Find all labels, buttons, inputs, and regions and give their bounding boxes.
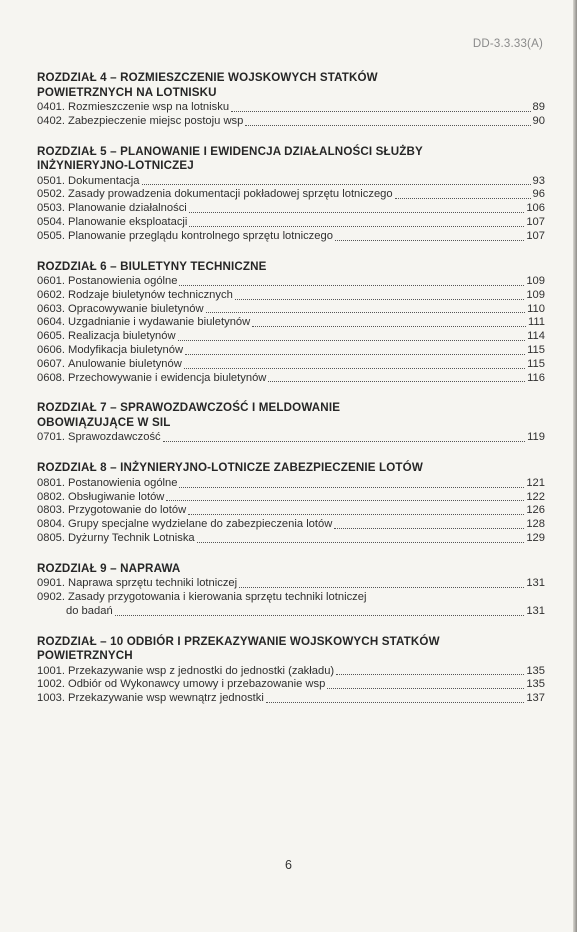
toc-entry-0801[interactable] bbox=[37, 477, 545, 491]
dot-leader bbox=[268, 380, 525, 382]
toc-entry-0902[interactable] bbox=[37, 591, 545, 619]
entry-label: Opracowywanie biuletynów bbox=[68, 302, 204, 315]
entry-number: 0601. bbox=[37, 275, 65, 288]
entry-number: 0804. bbox=[37, 518, 65, 531]
entry-page: 111 bbox=[527, 316, 545, 329]
toc-entry-0805[interactable] bbox=[37, 532, 545, 546]
entry-page: 131 bbox=[526, 577, 545, 590]
entry-number: 0605. bbox=[37, 330, 65, 343]
entry-label: Planowanie eksploatacji bbox=[68, 215, 188, 228]
entry-page: 116 bbox=[527, 371, 545, 384]
entry-page: 107 bbox=[526, 229, 545, 242]
entry-page: 128 bbox=[526, 518, 545, 531]
dot-leader bbox=[163, 440, 526, 442]
entry-page: 137 bbox=[526, 692, 545, 705]
entry-label: Przekazywanie wsp z jednostki do jednostki (zakładu) bbox=[68, 664, 335, 677]
dot-leader bbox=[166, 499, 524, 501]
entry-number: 0502. bbox=[37, 188, 65, 201]
entry-number: 0606. bbox=[37, 344, 65, 357]
toc-entry-0602[interactable] bbox=[37, 289, 545, 303]
entry-label: Przekazywanie wsp wewnątrz jednostki bbox=[68, 692, 264, 705]
document-code: DD-3.3.33(A) bbox=[472, 38, 543, 50]
toc-entry-0607[interactable] bbox=[37, 358, 545, 372]
entry-number: 1003. bbox=[37, 692, 65, 705]
entry-page: 114 bbox=[527, 330, 545, 343]
toc-entry-1002[interactable] bbox=[37, 678, 545, 692]
entry-label: Dokumentacja bbox=[68, 174, 140, 187]
toc-entry-0503[interactable] bbox=[37, 202, 545, 216]
entry-page: 119 bbox=[527, 431, 545, 444]
entry-page: 115 bbox=[527, 344, 545, 357]
dot-leader bbox=[266, 701, 524, 703]
dot-leader bbox=[197, 541, 525, 543]
entry-number: 0503. bbox=[37, 202, 65, 215]
entry-label: Rozmieszczenie wsp na lotnisku bbox=[68, 101, 230, 113]
entry-page: 109 bbox=[526, 275, 545, 288]
chapter-title[interactable]: ROZDZIAŁ 5 – PLANOWANIE I EWIDENCJA DZIAŁALNOŚCI SŁUŻBY INŻYNIERYJNO-LOTNICZEJ bbox=[37, 144, 423, 173]
entry-label: Uzgadnianie i wydawanie biuletynów bbox=[68, 316, 251, 329]
chapter-title[interactable]: ROZDZIAŁ 7 – SPRAWOZDAWCZOŚĆ I MELDOWANIE OBOWIĄZUJĄCE W SIL bbox=[37, 401, 341, 429]
entry-number: 0608. bbox=[37, 371, 65, 384]
entry-number: 0602. bbox=[37, 288, 65, 301]
entry-number: 0803. bbox=[37, 504, 65, 517]
entry-page: 121 bbox=[526, 476, 545, 489]
dot-leader bbox=[231, 110, 531, 112]
entry-label-continuation: do badań bbox=[66, 604, 113, 617]
chapter-title[interactable]: ROZDZIAŁ – 10 ODBIÓR I PRZEKAZYWANIE WOJSKOWYCH STATKÓW POWIETRZNYCH bbox=[37, 634, 440, 663]
entry-number: 0505. bbox=[37, 229, 65, 242]
dot-leader bbox=[189, 225, 524, 227]
toc-entry-0605[interactable] bbox=[37, 330, 545, 344]
entry-label: Anulowanie biuletynów bbox=[68, 357, 182, 370]
chapter-10 bbox=[37, 635, 545, 706]
entry-page: 109 bbox=[526, 288, 545, 301]
dot-leader bbox=[184, 367, 525, 369]
entry-page: 93 bbox=[532, 174, 545, 187]
entry-label: Zabezpieczenie miejsc postoju wsp bbox=[68, 114, 244, 127]
toc-entry-0802[interactable] bbox=[37, 491, 545, 505]
dot-leader bbox=[327, 687, 524, 689]
entry-label: Modyfikacja biuletynów bbox=[68, 344, 184, 357]
dot-leader bbox=[395, 197, 531, 199]
entry-page: 90 bbox=[532, 114, 545, 127]
dot-leader bbox=[235, 298, 525, 300]
chapter-7 bbox=[37, 401, 545, 445]
chapter-title[interactable]: ROZDZIAŁ 4 – ROZMIESZCZENIE WOJSKOWYCH STATKÓW POWIETRZNYCH NA LOTNISKU bbox=[37, 71, 378, 99]
dot-leader bbox=[239, 586, 524, 588]
entry-label: Odbiór od Wykonawcy umowy i przebazowanie wsp bbox=[68, 678, 326, 691]
entry-label: Naprawa sprzętu techniki lotniczej bbox=[68, 577, 238, 590]
toc-entry-0402[interactable] bbox=[37, 115, 545, 129]
entry-number: 0603. bbox=[37, 302, 65, 315]
entry-number: 0401. bbox=[37, 101, 65, 113]
chapter-5 bbox=[37, 145, 545, 244]
entry-label: Planowanie przeglądu kontrolnego sprzętu lotniczego bbox=[68, 229, 333, 242]
table-of-contents bbox=[37, 71, 545, 722]
entry-label: Postanowienia ogólne bbox=[68, 476, 178, 489]
toc-entry-0701[interactable] bbox=[37, 431, 545, 445]
entry-page: 107 bbox=[526, 215, 545, 228]
entry-page: 110 bbox=[527, 302, 545, 315]
toc-entry-0601[interactable] bbox=[37, 275, 545, 289]
dot-leader bbox=[178, 339, 526, 341]
dot-leader bbox=[188, 513, 524, 515]
entry-label: Planowanie działalności bbox=[68, 202, 187, 215]
entry-label: Zasady przygotowania i kierowania sprzętu techniki lotniczej bbox=[68, 591, 367, 604]
chapter-6 bbox=[37, 260, 545, 386]
entry-page: 122 bbox=[526, 490, 545, 503]
dot-leader bbox=[115, 614, 525, 616]
entry-number: 0901. bbox=[37, 577, 65, 590]
entry-number: 0805. bbox=[37, 531, 65, 544]
page-edge-shadow bbox=[573, 0, 577, 932]
dot-leader bbox=[206, 311, 526, 313]
dot-leader bbox=[245, 124, 530, 126]
dot-leader bbox=[189, 211, 525, 213]
entry-page: 115 bbox=[527, 357, 545, 370]
entry-page: 131 bbox=[526, 604, 545, 617]
dot-leader bbox=[336, 673, 524, 675]
entry-number: 1001. bbox=[37, 664, 65, 677]
entry-page: 106 bbox=[526, 202, 545, 215]
chapter-title[interactable]: ROZDZIAŁ 9 – NAPRAWA bbox=[37, 561, 181, 575]
entry-number: 0402. bbox=[37, 114, 65, 127]
entry-label: Przechowywanie i ewidencja biuletynów bbox=[68, 371, 267, 384]
entry-label: Zasady prowadzenia dokumentacji pokładowej sprzętu lotniczego bbox=[68, 188, 393, 201]
entry-label: Dyżurny Technik Lotniska bbox=[68, 531, 195, 544]
chapter-title[interactable]: ROZDZIAŁ 6 – BIULETYNY TECHNICZNE bbox=[37, 259, 267, 273]
chapter-9 bbox=[37, 562, 545, 619]
entry-number: 0701. bbox=[37, 431, 65, 444]
chapter-title[interactable]: ROZDZIAŁ 8 – INŻYNIERYJNO-LOTNICZE ZABEZPIECZENIE LOTÓW bbox=[37, 461, 423, 475]
toc-entry-0803[interactable] bbox=[37, 504, 545, 518]
entry-number: 1002. bbox=[37, 678, 65, 691]
entry-number: 0902. bbox=[37, 591, 65, 604]
toc-entry-0603[interactable] bbox=[37, 303, 545, 317]
chapter-4 bbox=[37, 71, 545, 129]
dot-leader bbox=[185, 353, 525, 355]
toc-entry-0606[interactable] bbox=[37, 344, 545, 358]
toc-entry-0401[interactable] bbox=[37, 101, 545, 115]
entry-number: 0801. bbox=[37, 476, 65, 489]
entry-label: Rodzaje biuletynów technicznych bbox=[68, 288, 233, 301]
chapter-8 bbox=[37, 461, 545, 545]
entry-label: Obsługiwanie lotów bbox=[68, 490, 165, 503]
entry-number: 0607. bbox=[37, 357, 65, 370]
toc-entry-0502[interactable] bbox=[37, 188, 545, 202]
entry-page: 126 bbox=[526, 504, 545, 517]
dot-leader bbox=[179, 284, 524, 286]
toc-entry-0504[interactable] bbox=[37, 216, 545, 230]
entry-number: 0604. bbox=[37, 316, 65, 329]
entry-page: 89 bbox=[532, 101, 545, 113]
entry-label: Przygotowanie do lotów bbox=[68, 504, 187, 517]
dot-leader bbox=[252, 325, 526, 327]
dot-leader bbox=[179, 486, 524, 488]
toc-entry-0901[interactable] bbox=[37, 577, 545, 591]
dot-leader bbox=[335, 239, 524, 241]
page-number: 6 bbox=[285, 858, 292, 872]
dot-leader bbox=[334, 527, 524, 529]
toc-entry-1003[interactable] bbox=[37, 692, 545, 706]
toc-entry-1001[interactable] bbox=[37, 665, 545, 679]
entry-number: 0501. bbox=[37, 174, 65, 187]
toc-entry-0604[interactable] bbox=[37, 316, 545, 330]
entry-label: Sprawozdawczość bbox=[68, 431, 161, 444]
toc-entry-0608[interactable] bbox=[37, 372, 545, 386]
entry-page: 96 bbox=[532, 188, 545, 201]
entry-page: 135 bbox=[526, 678, 545, 691]
toc-entry-0505[interactable] bbox=[37, 230, 545, 244]
entry-label: Grupy specjalne wydzielane do zabezpieczenia lotów bbox=[68, 518, 333, 531]
toc-entry-0804[interactable] bbox=[37, 518, 545, 532]
entry-page: 135 bbox=[526, 664, 545, 677]
entry-number: 0802. bbox=[37, 490, 65, 503]
dot-leader bbox=[142, 183, 531, 185]
entry-number: 0504. bbox=[37, 215, 65, 228]
entry-page: 129 bbox=[526, 531, 545, 544]
entry-label: Postanowienia ogólne bbox=[68, 275, 178, 288]
toc-entry-0501[interactable] bbox=[37, 175, 545, 189]
entry-label: Realizacja biuletynów bbox=[68, 330, 176, 343]
